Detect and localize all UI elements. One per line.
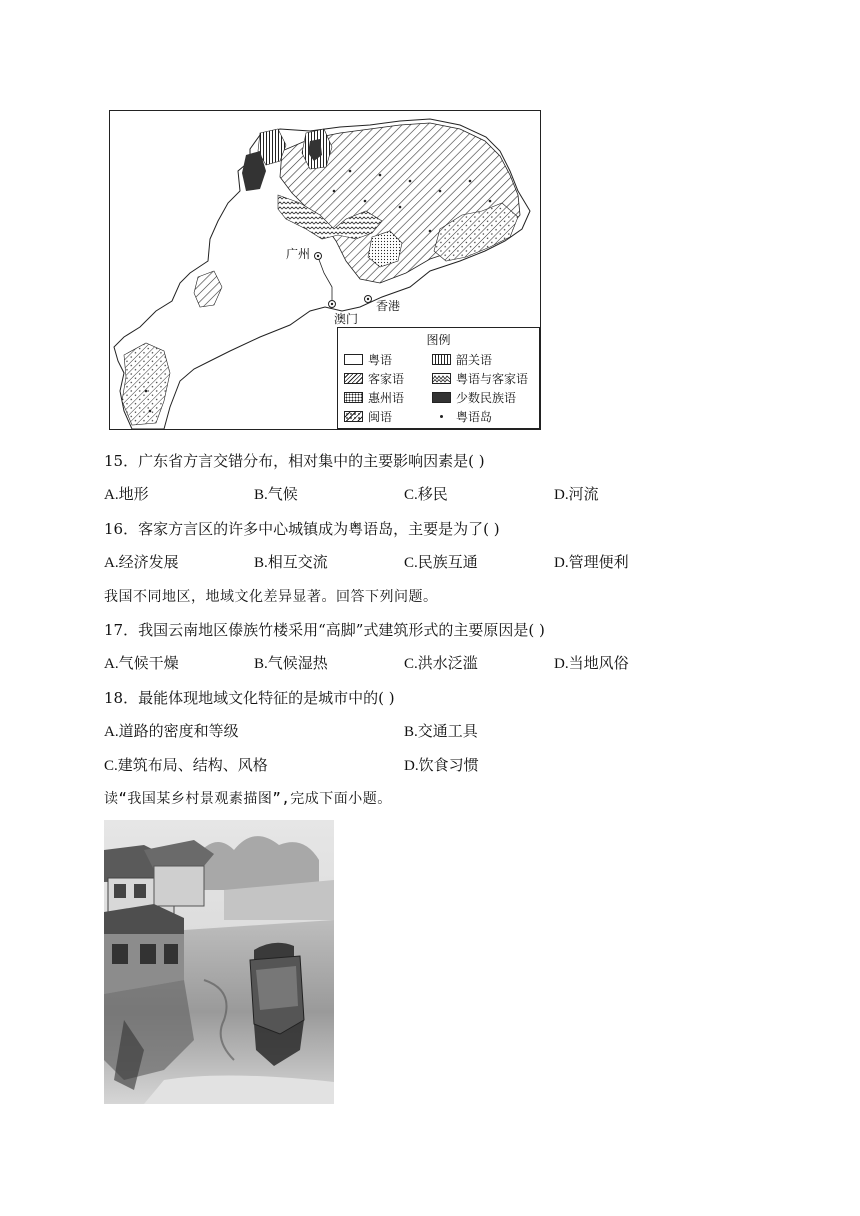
legend-item-huizhou: 惠州语: [344, 389, 432, 405]
q16-option-c[interactable]: C.民族互通: [404, 555, 478, 571]
shaoguan-swatch-icon: [432, 354, 451, 365]
min-swatch-icon: [344, 411, 363, 422]
legend-item-shaoguan: 韶关语: [432, 351, 541, 367]
q17-option-c[interactable]: C.洪水泛滥: [404, 656, 478, 672]
map-legend: [337, 327, 540, 429]
city-guangzhou: 广州: [286, 247, 311, 261]
legend-item-kejia: 客家语: [344, 370, 432, 386]
kejia-swatch-icon: [344, 373, 363, 384]
legend-item-yue: 粤语: [344, 351, 432, 367]
section-intro-2: 读“我国某乡村景观素描图”,完成下面小题。: [104, 791, 392, 807]
q18-option-a[interactable]: A.道路的密度和等级: [104, 724, 239, 740]
mixed-swatch-icon: [432, 373, 451, 384]
minority-swatch-icon: [432, 392, 451, 403]
q16-option-a[interactable]: A.经济发展: [104, 555, 179, 571]
q15-option-b[interactable]: B.气候: [254, 487, 298, 503]
question-18-stem: 18．最能体现地域文化特征的是城市中的( ): [104, 689, 395, 707]
q15-option-a[interactable]: A.地形: [104, 487, 149, 503]
question-17-stem: 17．我国云南地区傣族竹楼采用“高脚”式建筑形式的主要原因是( ): [104, 621, 545, 639]
q17-option-b[interactable]: B.气候湿热: [254, 656, 328, 672]
village-sketch-image: [104, 820, 334, 1104]
question-15-stem: 15．广东省方言交错分布，相对集中的主要影响因素是( ): [104, 452, 485, 470]
legend-item-yueisland: 粤语岛: [432, 408, 541, 424]
q18-option-d[interactable]: D.饮食习惯: [404, 758, 479, 774]
q18-option-b[interactable]: B.交通工具: [404, 724, 478, 740]
yue-swatch-icon: [344, 354, 363, 365]
legend-item-minority: 少数民族语: [432, 389, 541, 405]
dialect-map: [109, 110, 541, 430]
legend-item-yuekejia: 粤语与客家语: [432, 370, 541, 386]
q15-option-d[interactable]: D.河流: [554, 487, 599, 503]
q17-option-d[interactable]: D.当地风俗: [554, 656, 629, 672]
section-intro-1: 我国不同地区，地域文化差异显著。回答下列问题。: [104, 589, 438, 605]
dot-swatch-icon: [432, 411, 451, 422]
question-16-stem: 16．客家方言区的许多中心城镇成为粤语岛，主要是为了( ): [104, 520, 500, 538]
huizhou-swatch-icon: [344, 392, 363, 403]
q18-option-c[interactable]: C.建筑布局、结构、风格: [104, 758, 268, 774]
city-macau: 澳门: [334, 312, 359, 326]
legend-item-min: 闽语: [344, 408, 432, 424]
q15-option-c[interactable]: C.移民: [404, 487, 448, 503]
q16-option-d[interactable]: D.管理便利: [554, 555, 629, 571]
q16-option-b[interactable]: B.相互交流: [254, 555, 328, 571]
city-hongkong: 香港: [376, 299, 401, 313]
legend-title: 图例: [426, 333, 451, 347]
q17-option-a[interactable]: A.气候干燥: [104, 656, 179, 672]
